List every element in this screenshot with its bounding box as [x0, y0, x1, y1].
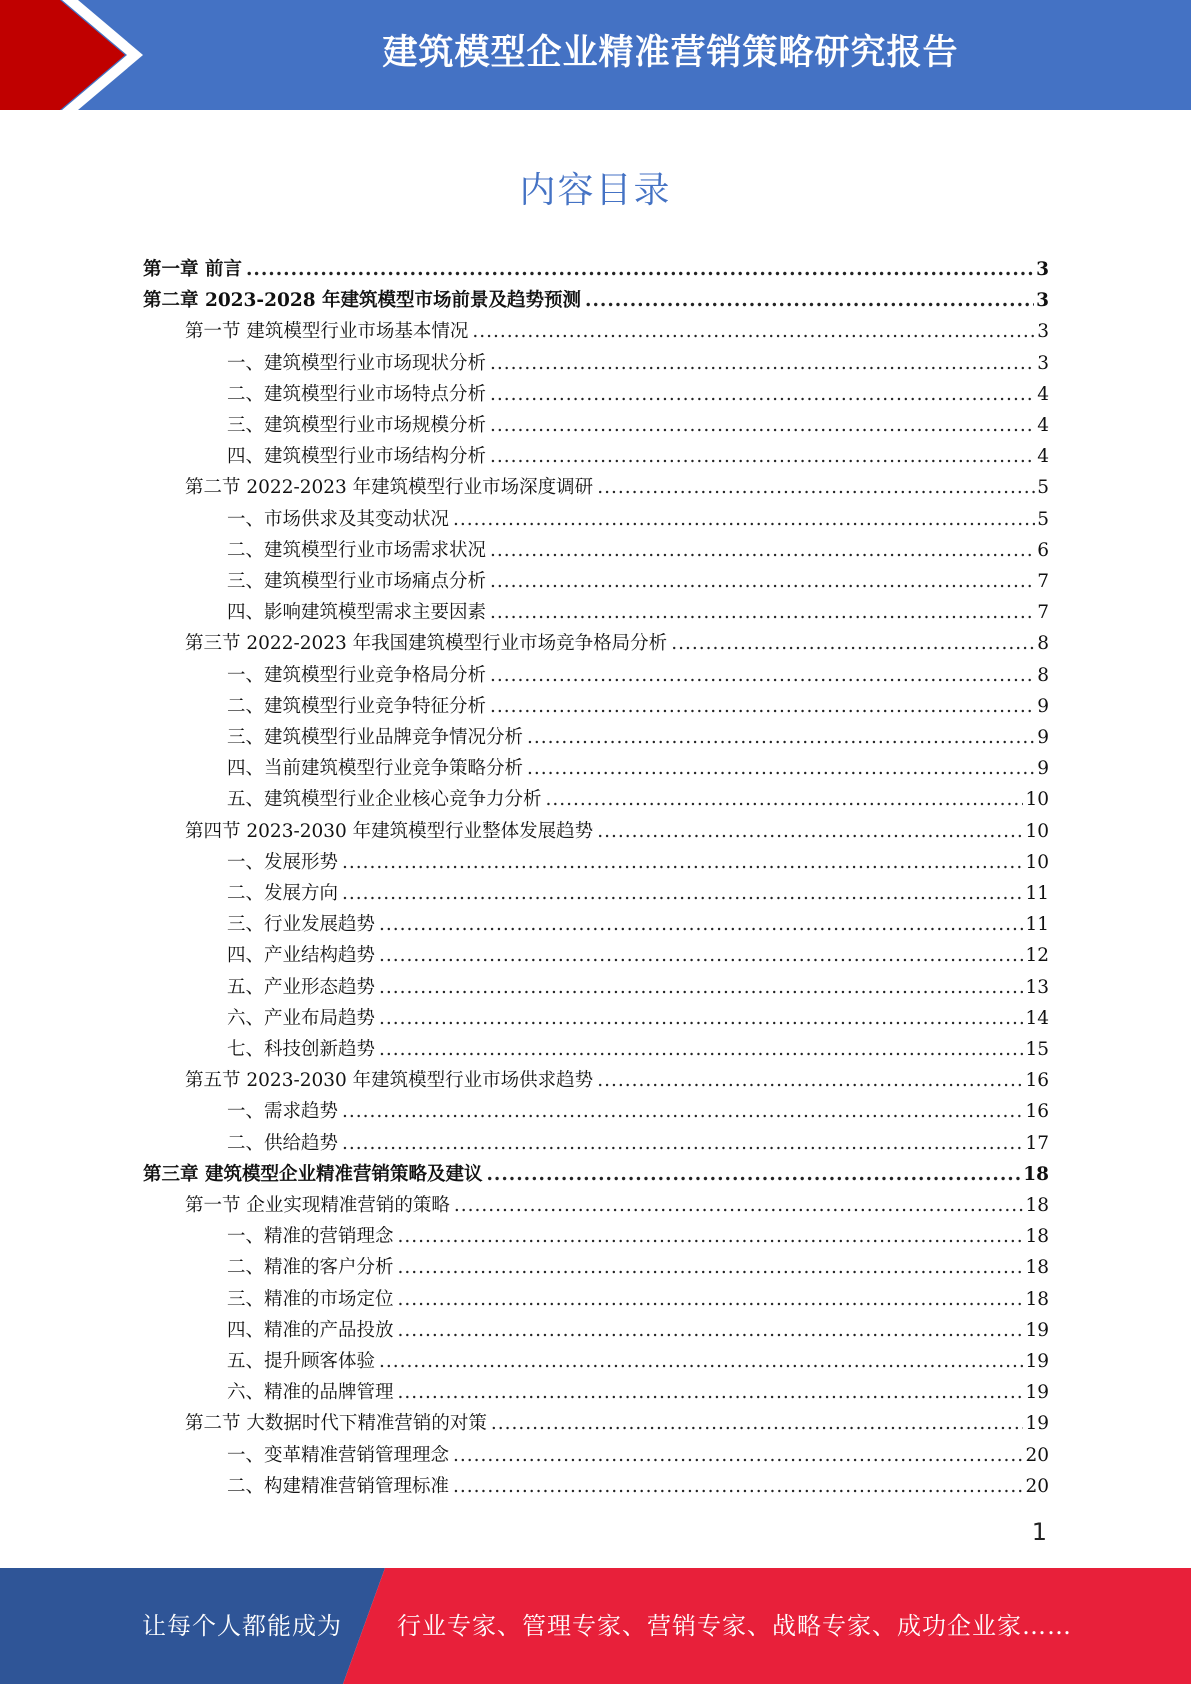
toc-entry-title: 第五节 2023-2030 年建筑模型行业市场供求趋势 — [185, 1070, 594, 1092]
toc-dot-leader — [490, 410, 1035, 441]
toc-dot-leader — [398, 1221, 1024, 1252]
toc-entry-title: 三、精准的市场定位 — [227, 1288, 394, 1310]
toc-entry-page: 10 — [1025, 851, 1049, 873]
toc-entry-page: 19 — [1025, 1351, 1049, 1372]
toc-entry-title: 第三节 2022-2023 年我国建筑模型行业市场竞争格局分析 — [185, 633, 668, 655]
toc-entry[interactable] — [227, 847, 1049, 878]
toc-dot-leader — [486, 1159, 1021, 1190]
toc-entry[interactable] — [227, 940, 1049, 971]
toc-dot-leader — [246, 254, 1034, 285]
toc-entry[interactable] — [227, 597, 1049, 628]
toc-entry-title: 四、产业结构趋势 — [227, 945, 376, 967]
toc-entry-title: 二、发展方向 — [227, 883, 339, 904]
toc-entry-title: 七、科技创新趋势 — [227, 1039, 376, 1060]
toc-entry-title: 三、建筑模型行业市场规模分析 — [227, 415, 487, 436]
toc-dot-leader — [546, 784, 1024, 815]
toc-entry-title: 五、产业形态趋势 — [227, 976, 376, 998]
toc-heading: 内容目录 — [519, 170, 672, 211]
toc-entry-page: 19 — [1025, 1413, 1049, 1435]
toc-dot-leader — [597, 472, 1035, 503]
toc-entry[interactable] — [185, 628, 1049, 659]
toc-entry[interactable] — [227, 410, 1049, 441]
toc-entry-page: 8 — [1037, 633, 1049, 655]
toc-entry[interactable] — [185, 816, 1049, 847]
toc-entry-page: 17 — [1025, 1132, 1049, 1154]
toc-dot-leader — [597, 1065, 1023, 1096]
toc-entry-page: 3 — [1036, 290, 1049, 312]
toc-dot-leader — [490, 379, 1035, 410]
toc-entry-page: 11 — [1025, 883, 1049, 904]
footer-slogan-left: 让每个人都能成为 — [142, 1612, 342, 1640]
toc-entry[interactable] — [227, 972, 1049, 1003]
toc-dot-leader — [491, 1408, 1024, 1439]
toc-entry-title: 三、建筑模型行业市场痛点分析 — [227, 571, 487, 592]
toc-entry-page: 19 — [1025, 1382, 1049, 1404]
toc-entry-page: 9 — [1037, 727, 1049, 748]
toc-entry[interactable] — [227, 909, 1049, 940]
toc-entry[interactable] — [227, 784, 1049, 815]
toc-entry[interactable] — [227, 566, 1049, 597]
toc-entry[interactable] — [185, 316, 1049, 347]
toc-dot-leader — [472, 316, 1035, 347]
toc-dot-leader — [379, 972, 1023, 1003]
toc-entry-title: 五、提升顾客体验 — [227, 1351, 376, 1372]
toc-entry[interactable] — [227, 504, 1049, 535]
toc-dot-leader — [597, 816, 1023, 847]
toc-entry-title: 第一章 前言 — [143, 259, 242, 280]
toc-entry-title: 四、影响建筑模型需求主要因素 — [227, 602, 487, 624]
toc-dot-leader — [342, 847, 1023, 878]
toc-entry[interactable] — [227, 1096, 1049, 1127]
toc-entry-title: 三、建筑模型行业品牌竞争情况分析 — [227, 727, 524, 748]
toc-entry[interactable] — [227, 379, 1049, 410]
toc-dot-leader — [453, 1440, 1023, 1471]
toc-entry[interactable] — [227, 1284, 1049, 1315]
toc-entry[interactable] — [227, 691, 1049, 722]
toc-entry-page: 7 — [1037, 571, 1049, 592]
toc-entry-page: 3 — [1036, 259, 1049, 280]
toc-entry-title: 五、建筑模型行业企业核心竞争力分析 — [227, 789, 542, 811]
toc-dot-leader — [398, 1377, 1024, 1408]
toc-entry-page: 8 — [1037, 664, 1049, 686]
toc-entry-title: 第二节 2022-2023 年建筑模型行业市场深度调研 — [185, 477, 594, 499]
toc-entry-title: 一、精准的营销理念 — [227, 1226, 394, 1248]
toc-entry-title: 二、供给趋势 — [227, 1132, 339, 1154]
toc-entry-title: 三、行业发展趋势 — [227, 914, 376, 936]
toc-entry-title: 一、建筑模型行业竞争格局分析 — [227, 664, 487, 686]
toc-entry[interactable] — [227, 722, 1049, 753]
toc-dot-leader — [454, 1190, 1024, 1221]
toc-entry[interactable] — [185, 1065, 1049, 1096]
toc-entry-page: 4 — [1037, 415, 1049, 436]
toc-entry-page: 18 — [1023, 1163, 1049, 1185]
toc-entry[interactable] — [227, 535, 1049, 566]
footer-slogan-right: 行业专家、管理专家、营销专家、战略专家、成功企业家…… — [397, 1612, 1072, 1640]
toc-entry-page: 3 — [1037, 321, 1049, 343]
toc-entry-title: 二、精准的客户分析 — [227, 1257, 394, 1279]
page-number: 1 — [1031, 1518, 1047, 1546]
toc-entry-page: 3 — [1037, 352, 1049, 374]
toc-dot-leader — [379, 940, 1023, 971]
toc-entry[interactable] — [227, 1315, 1049, 1346]
toc-entry-page: 11 — [1025, 914, 1049, 936]
toc-dot-leader — [398, 1315, 1024, 1346]
toc-entry-title: 一、发展形势 — [227, 851, 339, 873]
toc-entry-title: 六、精准的品牌管理 — [227, 1382, 394, 1404]
toc-dot-leader — [490, 691, 1035, 722]
toc-entry-page: 18 — [1025, 1288, 1049, 1310]
toc-entry[interactable] — [227, 348, 1049, 379]
toc-entry-title: 二、建筑模型行业市场特点分析 — [227, 383, 487, 405]
toc-dot-leader — [398, 1284, 1024, 1315]
toc-entry[interactable] — [227, 1440, 1049, 1471]
toc-entry-title: 四、当前建筑模型行业竞争策略分析 — [227, 758, 524, 780]
toc-entry[interactable] — [227, 1221, 1049, 1252]
toc-entry-title: 第一节 建筑模型行业市场基本情况 — [185, 321, 469, 343]
toc-entry-title: 四、精准的产品投放 — [227, 1319, 394, 1341]
toc-entry[interactable] — [227, 1252, 1049, 1283]
header-chevron-icon — [0, 0, 160, 110]
toc-entry-title: 第三章 建筑模型企业精准营销策略及建议 — [143, 1163, 483, 1185]
toc-entry-page: 10 — [1025, 820, 1049, 842]
toc-entry-page: 10 — [1025, 789, 1049, 811]
toc-entry-title: 一、市场供求及其变动状况 — [227, 508, 450, 530]
toc-dot-leader — [379, 1034, 1023, 1065]
toc-entry-title: 二、建筑模型行业市场需求状况 — [227, 539, 487, 561]
toc-entry[interactable] — [227, 1346, 1049, 1377]
toc-entry[interactable] — [185, 472, 1049, 503]
toc-dot-leader — [453, 504, 1035, 535]
toc-entry-page: 9 — [1037, 758, 1049, 780]
toc-entry-title: 四、建筑模型行业市场结构分析 — [227, 446, 487, 468]
toc-dot-leader — [490, 660, 1035, 691]
toc-dot-leader — [342, 1128, 1023, 1159]
toc-entry-title: 二、建筑模型行业竞争特征分析 — [227, 695, 487, 717]
toc-entry[interactable] — [227, 1377, 1049, 1408]
toc-entry[interactable] — [227, 1471, 1049, 1502]
toc-dot-leader — [671, 628, 1035, 659]
toc-entry[interactable] — [227, 1003, 1049, 1034]
toc-entry-title: 六、产业布局趋势 — [227, 1007, 376, 1029]
toc-dot-leader — [490, 348, 1035, 379]
toc-entry-title: 一、建筑模型行业市场现状分析 — [227, 352, 487, 374]
toc-entry[interactable] — [143, 1159, 1049, 1190]
toc-dot-leader — [490, 441, 1035, 472]
header-band — [0, 0, 1191, 110]
toc-dot-leader — [342, 878, 1023, 909]
toc-entry[interactable] — [143, 285, 1049, 316]
toc-dot-leader — [379, 1346, 1023, 1377]
toc-entry-page: 9 — [1037, 695, 1049, 717]
toc-entry-title: 第二节 大数据时代下精准营销的对策 — [185, 1413, 487, 1435]
toc-entry-page: 13 — [1025, 976, 1049, 998]
toc-entry[interactable] — [185, 1408, 1049, 1439]
toc-dot-leader — [342, 1096, 1023, 1127]
toc-entry[interactable] — [227, 660, 1049, 691]
toc-dot-leader — [527, 722, 1035, 753]
toc-dot-leader — [490, 535, 1035, 566]
toc-dot-leader — [453, 1471, 1023, 1502]
toc-entry-page: 20 — [1025, 1475, 1049, 1497]
toc-dot-leader — [490, 566, 1035, 597]
toc-entry[interactable] — [227, 1128, 1049, 1159]
toc-entry-title: 二、构建精准营销管理标准 — [227, 1475, 450, 1497]
toc-entry-page: 18 — [1025, 1257, 1049, 1279]
toc-entry[interactable] — [227, 753, 1049, 784]
toc-entry[interactable] — [227, 441, 1049, 472]
toc-dot-leader — [379, 1003, 1023, 1034]
toc-entry-page: 16 — [1025, 1101, 1049, 1123]
toc-entry-page: 5 — [1037, 508, 1049, 530]
toc-entry[interactable] — [185, 1190, 1049, 1221]
toc-entry-title: 一、变革精准营销管理理念 — [227, 1444, 450, 1466]
toc-entry-page: 16 — [1025, 1070, 1049, 1092]
toc-entry-page: 19 — [1025, 1319, 1049, 1341]
toc-dot-leader — [490, 597, 1035, 628]
toc-entry-title: 第一节 企业实现精准营销的策略 — [185, 1195, 450, 1216]
toc-entry[interactable] — [227, 878, 1049, 909]
toc-dot-leader — [585, 285, 1034, 316]
toc-entry-page: 14 — [1025, 1007, 1049, 1029]
toc-entry-title: 第四节 2023-2030 年建筑模型行业整体发展趋势 — [185, 820, 594, 842]
toc-entry[interactable] — [227, 1034, 1049, 1065]
toc-entry-page: 15 — [1025, 1039, 1049, 1060]
toc-entry-page: 7 — [1037, 602, 1049, 624]
toc-entry-page: 4 — [1037, 446, 1049, 468]
toc-dot-leader — [527, 753, 1035, 784]
toc-entry-title: 第二章 2023-2028 年建筑模型市场前景及趋势预测 — [143, 290, 582, 312]
toc-entry-page: 18 — [1025, 1195, 1049, 1216]
toc-dot-leader — [398, 1252, 1024, 1283]
toc-entry-page: 5 — [1037, 477, 1049, 499]
toc-entry-page: 4 — [1037, 383, 1049, 405]
toc-entry[interactable] — [143, 254, 1049, 285]
toc-dot-leader — [379, 909, 1023, 940]
toc-entry-page: 12 — [1025, 945, 1049, 967]
toc-entry-page: 18 — [1025, 1226, 1049, 1248]
footer-band — [0, 1568, 1191, 1684]
toc-entry-title: 一、需求趋势 — [227, 1101, 339, 1123]
toc-entry-page: 20 — [1025, 1444, 1049, 1466]
report-title: 建筑模型企业精准营销策略研究报告 — [382, 33, 959, 73]
toc-entry-page: 6 — [1037, 539, 1049, 561]
